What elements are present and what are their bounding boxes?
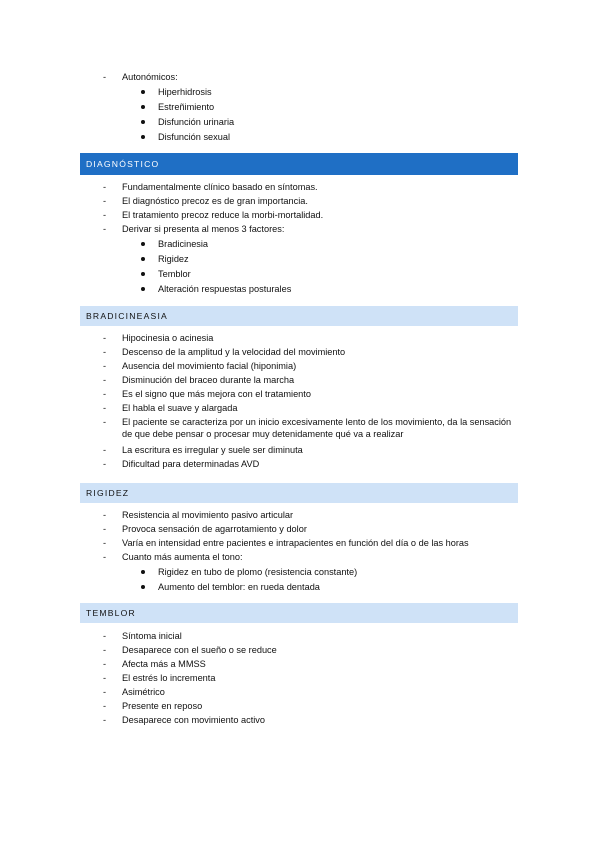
bullet-icon [141,135,145,139]
list-item-text: Derivar si presenta al menos 3 factores: [122,224,285,234]
dash-marker: - [103,224,107,234]
bullet-icon [141,585,145,589]
dash-marker: - [103,361,107,371]
dash-marker: - [103,445,107,455]
bullet-icon [141,287,145,291]
dash-marker: - [103,524,107,534]
section-heading-temblor: TEMBLOR [80,603,518,623]
dash-marker: - [103,210,107,220]
bullet-icon [141,257,145,261]
list-item-text: Provoca sensación de agarrotamiento y dolor [122,524,307,534]
sub-item-text: Disfunción sexual [158,132,231,142]
dash-marker: - [103,673,107,683]
dash-marker: - [103,72,107,82]
section-heading-rigidez: RIGIDEZ [80,483,518,503]
bullet-icon [141,90,145,94]
dash-marker: - [103,347,107,357]
dash-marker: - [103,333,107,343]
list-item-text: El estrés lo incrementa [122,673,216,683]
sub-item-text: Alteración respuestas posturales [158,284,292,294]
list-item-text: Resistencia al movimiento pasivo articular [122,510,294,520]
list-item-text: Desaparece con movimiento activo [122,715,265,725]
dash-marker: - [103,182,107,192]
list-item-text: Fundamentalmente clínico basado en síntomas. [122,182,318,192]
list-item-text: Síntoma inicial [122,631,182,641]
dash-marker: - [103,631,107,641]
dash-marker: - [103,510,107,520]
dash-marker: - [103,701,107,711]
list-item-text: La escritura es irregular y suele ser diminuta [122,445,303,455]
dash-marker: - [103,552,107,562]
list-item-text: Es el signo que más mejora con el tratamiento [122,389,311,399]
dash-marker: - [103,645,107,655]
bullet-icon [141,570,145,574]
list-item-text: El diagnóstico precoz es de gran importancia. [122,196,308,206]
dash-marker: - [103,538,107,548]
bullet-icon [141,105,145,109]
list-item-text: Dificultad para determinadas AVD [122,459,260,469]
list-item-text: Ausencia del movimiento facial (hiponimia) [122,361,297,371]
section-heading-diagnostico: DIAGNÓSTICO [80,153,518,175]
list-item-text: Descenso de la amplitud y la velocidad del movimiento [122,347,346,357]
list-item-text: Autonómicos: [122,72,178,82]
sub-item-text: Estreñimiento [158,102,215,112]
dash-marker: - [103,417,107,427]
bullet-icon [141,120,145,124]
section-heading-bradicineasia: BRADICINEASIA [80,306,518,326]
dash-marker: - [103,687,107,697]
list-item-text: Afecta más a MMSS [122,659,206,669]
dash-marker: - [103,659,107,669]
list-item-text: Varía en intensidad entre pacientes e intrapacientes en función del día o de las horas [122,538,469,548]
dash-marker: - [103,196,107,206]
sub-item-text: Rigidez [158,254,189,264]
sub-item-text: Aumento del temblor: en rueda dentada [158,582,320,592]
dash-marker: - [103,403,107,413]
list-item-text: Disminución del braceo durante la marcha [122,375,295,385]
list-item-text: El paciente se caracteriza por un inicio excesivamente lento de los movimiento, da la sensación de que debe pensar o procesar muy detenidamente qué va a realizar [122,417,512,439]
dash-marker: - [103,375,107,385]
bullet-icon [141,272,145,276]
dash-marker: - [103,459,107,469]
list-item-text: Asimétrico [122,687,165,697]
sub-item-text: Disfunción urinaria [158,117,235,127]
list-item-text: El tratamiento precoz reduce la morbi-mortalidad. [122,210,324,220]
sub-item-text: Bradicinesia [158,239,209,249]
list-item-text: Hipocinesia o acinesia [122,333,214,343]
sub-item-text: Hiperhidrosis [158,87,212,97]
sub-item-text: Rigidez en tubo de plomo (resistencia constante) [158,567,358,577]
list-item-text: Cuanto más aumenta el tono: [122,552,243,562]
sub-item-text: Temblor [158,269,191,279]
bullet-icon [141,242,145,246]
list-item-text: El habla el suave y alargada [122,403,238,413]
dash-marker: - [103,715,107,725]
dash-marker: - [103,389,107,399]
list-item-text: Desaparece con el sueño o se reduce [122,645,277,655]
list-item-text: Presente en reposo [122,701,203,711]
